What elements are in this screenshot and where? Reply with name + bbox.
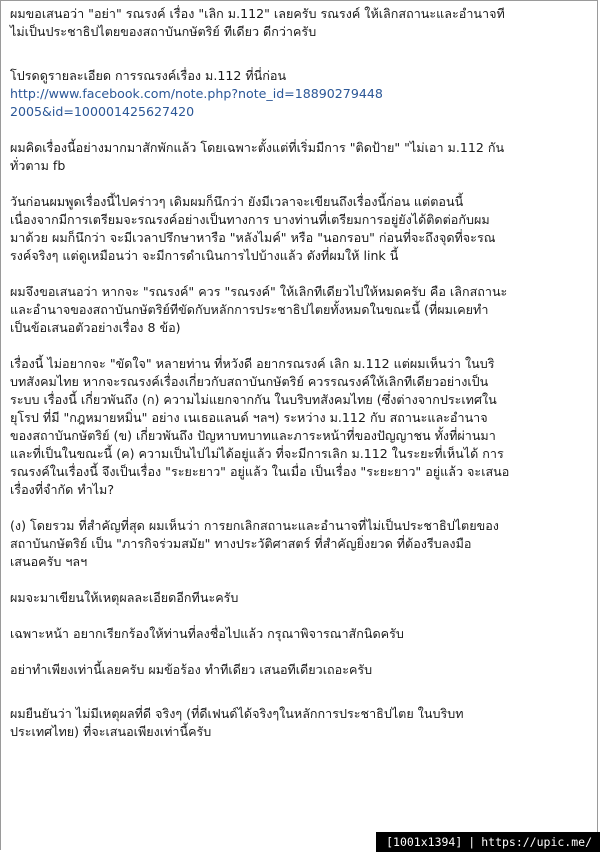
watermark-separator: | — [468, 835, 476, 849]
facebook-note-body — [10, 5, 588, 759]
paragraph-proposal-detail: ผมจึงขอเสนอว่า หากจะ "รณรงค์" ควร "รณรงค์" ให้เลิกทีเดียวไปให้หมดครับ คือ เลิกสถานะ และอำนาจของสถาบันกษัตริย์ทีขัดกับหลักการประชาธิปไตยทั้งหมดในขณะนี้ (ที่ผมเคยทำ เป็นข้อเสนอตัวอย่างเรื่อง 8 ข้อ) — [10, 284, 508, 335]
paragraph-reasons: เรื่องนี้ ไม่อยากจะ "ขัดใจ" หลายท่าน ที่หวังดี อยากรณรงค์ เลิก ม.112 แต่ผมเห็นว่า ในบริ บทสังคมไทย หากจะรณรงค์เรื่องเกี่ยวกับสถาบันกษัตริย์ ควรรณรงค์ให้เลิกทีเดียวอย่างเป็น ระบบ เรื่องนี้ เกี่ยวพันถึง (ก) ความไม่แยกจากกัน ในบริบทสังคมไทย (ซึ่งต่างจากประเทศใน ยุโรป ที่มี "กฎหมายหมิ่น" อย่าง เนเธอแลนด์ ฯลฯ) ระหว่าง ม.112 กับ สถานะและอำนาจ ของสถาบันกษัตริย์ (ข) เกี่ยวพันถึง ปัญหาบทบาทและภาระหน้าที่ของปัญญาชน ทั้งที่ผ่านมา และที่เป็นในขณะนี้ (ค) ความเป็นไปไม่ได้อยู่แล้ว ที่จะมีการเลิก ม.112 ในระยะที่เห็นได้ การ รณรงค์ในเรื่องนี้ จึงเป็นเรื่อง "ระยะยาว" อยู่แล้ว ในเมื่อ เป็นเรื่อง "ระยะยาว" อยู่แล้ว จะเสนอ เรื่องที่จำกัด ทำไม? — [10, 356, 510, 497]
paragraph-background: วันก่อนผมพูดเรื่องนี้ไปคร่าวๆ เดิมผมก็นึกว่า ยังมีเวลาจะเขียนถึงเรื่องนี้ก่อน แต่ตอนนี้ เนื่องจากมีการเตรียมจะรณรงค์อย่างเป็นทางการ บางท่านที่เตรียมการอยู่ยังได้ติดต่อกับผม มาด้วย ผมก็นึกว่า จะมีเวลาปรึกษาหารือ "หลังไมค์" หรือ "นอกรอบ" ก่อนที่จะถึงจุดที่จะรณ รงค์จริงๆ แต่ดูเหมือนว่า จะมีการดำเนินการไปบ้างแล้ว ดังที่ผมให้ link นี้ — [10, 194, 496, 263]
watermark-site: https://upic.me/ — [481, 835, 592, 849]
image-size-label: [1001x1394] — [386, 835, 463, 849]
upic-watermark — [376, 832, 600, 852]
paragraph-will-write: ผมจะมาเขียนให้เหตุผลละเอียดอีกทีนะครับ — [10, 590, 239, 605]
note-link[interactable]: http://www.facebook.com/note.php?note_id=18890279448 2005&id=100001425627420 — [10, 86, 383, 119]
paragraph-plea: อย่าทำเพียงเท่านี้เลยครับ ผมข้อร้อง ทำทีเดียว เสนอทีเดียวเถอะครับ — [10, 662, 373, 677]
paragraph-thinking: ผมคิดเรื่องนี้อย่างมากมาสักพักแล้ว โดยเฉพาะตั้งแต่ที่เริ่มมีการ "ติดป้าย" "ไม่เอา ม.112 กัน ทั่วตาม fb — [10, 140, 505, 173]
paragraph-overall: (ง) โดยรวม ที่สำคัญที่สุด ผมเห็นว่า การยกเลิกสถานะและอำนาจที่ไม่เป็นประชาธิปไตยของ สถาบันกษัตริย์ เป็น "ภารกิจร่วมสมัย" ทางประวัติศาสตร์ ที่สำคัญยิ่งยวด ที่ต้องรีบลงมือ เสนอครับ ฯลฯ — [10, 518, 499, 569]
paragraph-see-details: โปรดดูรายละเอียด การรณรงค์เรื่อง ม.112 ที่นี่ก่อน — [10, 68, 287, 83]
paragraph-request: เฉพาะหน้า อยากเรียกร้องให้ท่านที่ลงชื่อไปแล้ว กรุณาพิจารณาสักนิดครับ — [10, 626, 404, 641]
paragraph-proposal: ผมขอเสนอว่า "อย่า" รณรงค์ เรื่อง "เลิก ม.112" เลยครับ รณรงค์ ให้เลิกสถานะและอำนาจที ไม่เป็นประชาธิปไตยของสถาบันกษัตริย์ ทีเดียว ดีกว่าครับ — [10, 6, 505, 39]
paragraph-conclusion: ผมยืนยันว่า ไม่มีเหตุผลที่ดี จริงๆ (ที่ดีเฟนด์ได้จริงๆในหลักการประชาธิปไตย ในบริบท ประเทศไทย) ที่จะเสนอเพียงเท่านี้ครับ — [10, 706, 464, 739]
